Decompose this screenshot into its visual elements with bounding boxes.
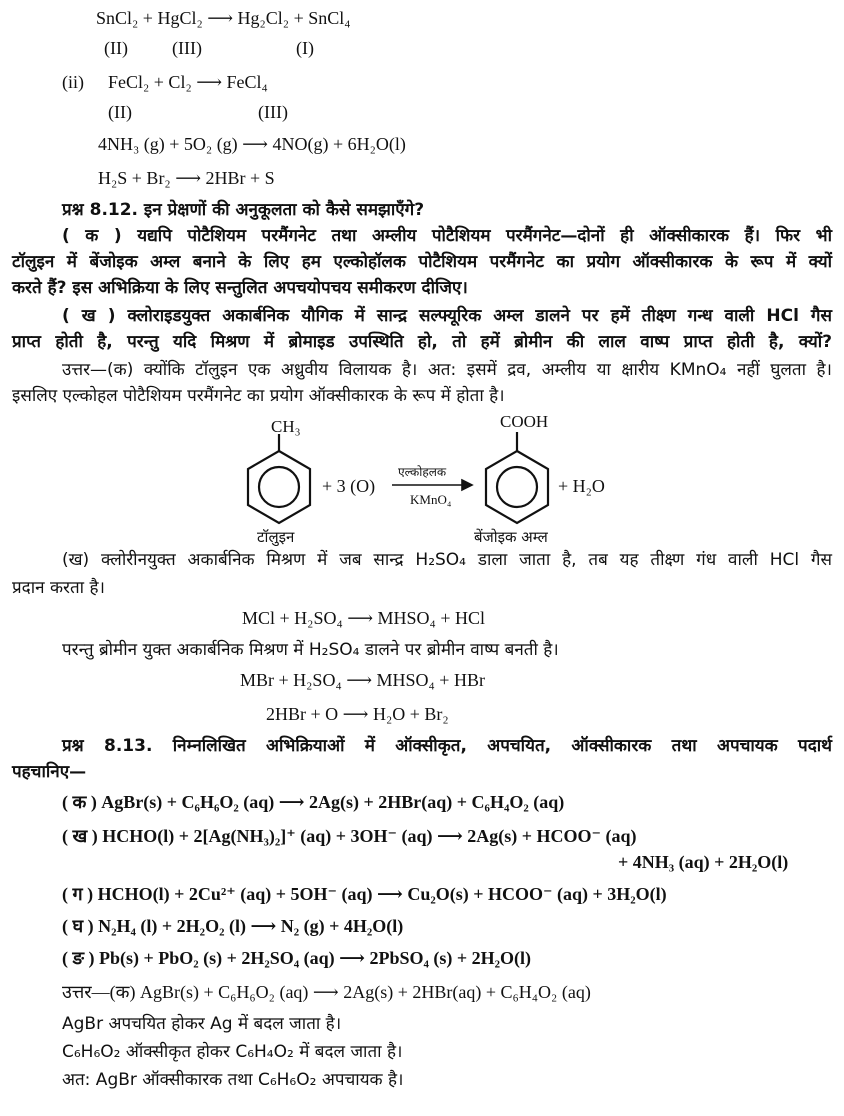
reaction-item: ( क ) AgBr(s) + C₆H₆O₂ (aq) ⟶ 2Ag(s) + 2HBr(aq) + C₆H₄O₂ (aq) <box>62 792 565 812</box>
equation-nh3: 4NH₃ (g) + 5O₂ (g) ⟶ 4NO(g) + 6H₂O(l) <box>98 134 406 154</box>
question-title: प्रश्न 8.13. निम्नलिखित अभिक्रियाओं में ऑक्सीकृत, अपचयित, ऑक्सीकारक तथा अपचायक पदार्थ <box>62 736 832 756</box>
answer-text: इसलिए एल्कोहल पोटैशियम परमैंगनेट का प्रयोग ऑक्सीकारक के रूप में होता है। <box>12 386 505 406</box>
reagent-text: + 3 (O) <box>322 476 376 496</box>
equation-h2s: H₂S + Br₂ ⟶ 2HBr + S <box>98 168 275 188</box>
arrow-condition-top: एल्कोहलक <box>398 465 447 479</box>
oxidation-label: (I) <box>296 38 314 58</box>
arrow-condition-bottom: KMnO₄ <box>410 492 452 507</box>
reaction-item: ( घ ) N₂H₄ (l) + 2H₂O₂ (l) ⟶ N₂ (g) + 4H₂O(l) <box>62 916 404 936</box>
answer-text: C₆H₆O₂ ऑक्सीकृत होकर C₆H₄O₂ में बदल जाता है। <box>62 1042 403 1062</box>
answer-text: (ख) क्लोरीनयुक्त अकार्बनिक मिश्रण में जब सान्द्र H₂SO₄ डाला जाता है, तब यह तीक्ष्ण गंध वाली HCl गैस <box>62 550 832 570</box>
toluene-benzene-ring <box>248 434 310 523</box>
oxidation-label: (II) <box>104 38 128 58</box>
equation-fecl2: FeCl₂ + Cl₂ ⟶ FeCl₄ <box>108 72 268 92</box>
reaction-item-continuation: + 4NH₃ (aq) + 2H₂O(l) <box>618 852 789 872</box>
question-text: टॉलुइन में बेंजोइक अम्ल बनाने के लिए हम एल्कोहॉलक पोटैशियम परमैंगनेट का प्रयोग ऑक्सीकारक के रूप में क्यों <box>12 252 832 272</box>
byproduct-text: + H₂O <box>558 476 605 496</box>
equation-sncl2: SnCl₂ + HgCl₂ ⟶ Hg₂Cl₂ + SnCl₄ <box>96 8 351 28</box>
equation-mbr: MBr + H₂SO₄ ⟶ MHSO₄ + HBr <box>240 670 485 690</box>
reaction-item: ( ङ ) Pb(s) + PbO₂ (s) + 2H₂SO₄ (aq) ⟶ 2PbSO₄ (s) + 2H₂O(l) <box>62 948 532 968</box>
question-title: प्रश्न 8.12. इन प्रेक्षणों की अनुकूलता को कैसे समझाएँगे? <box>62 200 425 220</box>
question-text: ( क ) यद्यपि पोटैशियम परमैंगनेट तथा अम्लीय पोटैशियम परमैंगनेट—दोनों ही ऑक्सीकारक हैं। फिर भी <box>62 226 832 246</box>
question-text: ( ख ) क्लोराइडयुक्त अकार्बनिक यौगिक में सान्द्र सल्फ्यूरिक अम्ल डालने पर हमें तीक्ष्ण गन्ध वाली HCl गैस <box>62 306 832 326</box>
answer-text: प्रदान करता है। <box>12 578 105 598</box>
question-text: करते हैं? इस अभिक्रिया के लिए सन्तुलित अपचयोपचय समीकरण दीजिए। <box>12 278 468 298</box>
question-text: प्राप्त होती है, परन्तु यदि मिश्रण में ब्रोमाइड उपस्थिति हो, तो हमें ब्रोमीन की लाल वाष्प प्राप्त होती है, क्यों? <box>12 332 832 352</box>
answer-text: AgBr अपचयित होकर Ag में बदल जाता है। <box>62 1014 342 1034</box>
toluene-substituent: CH₃ <box>271 417 301 436</box>
question-text: पहचानिए— <box>12 762 87 782</box>
equation-hbr: 2HBr + O ⟶ H₂O + Br₂ <box>266 704 449 724</box>
answer-text: परन्तु ब्रोमीन युक्त अकार्बनिक मिश्रण में H₂SO₄ डालने पर ब्रोमीन वाष्प बनती है। <box>62 640 559 660</box>
oxidation-label: (II) <box>108 102 132 122</box>
item-number: (ii) <box>62 72 84 92</box>
reaction-item: ( ख ) HCHO(l) + 2[Ag(NH₃)₂]⁺ (aq) + 3OH⁻ (aq) ⟶ 2Ag(s) + HCOO⁻ (aq) <box>62 826 637 846</box>
toluene-oxidation-diagram <box>0 408 844 550</box>
oxidation-label: (III) <box>258 102 288 122</box>
reaction-item: ( ग ) HCHO(l) + 2Cu²⁺ (aq) + 5OH⁻ (aq) ⟶ Cu₂O(s) + HCOO⁻ (aq) + 3H₂O(l) <box>62 884 667 904</box>
benzoic-substituent: COOH <box>500 412 549 431</box>
reaction-arrow <box>392 480 472 490</box>
benzoic-acid-label: बेंजोइक अम्ल <box>474 528 548 546</box>
equation-mcl: MCl + H₂SO₄ ⟶ MHSO₄ + HCl <box>242 608 485 628</box>
oxidation-label: (III) <box>172 38 202 58</box>
answer-text: अत: AgBr ऑक्सीकारक तथा C₆H₆O₂ अपचायक है। <box>62 1070 404 1090</box>
answer-equation: उत्तर—(क) AgBr(s) + C₆H₆O₂ (aq) ⟶ 2Ag(s) + 2HBr(aq) + C₆H₄O₂ (aq) <box>62 982 591 1002</box>
answer-text: उत्तर—(क) क्योंकि टॉलुइन एक अध्रुवीय विलायक है। अत: इसमें द्रव, अम्लीय या क्षारीय KMnO₄ नहीं घुलता है। <box>62 360 832 380</box>
benzoic-acid-benzene-ring <box>486 432 548 523</box>
toluene-label: टॉलुइन <box>257 528 295 546</box>
